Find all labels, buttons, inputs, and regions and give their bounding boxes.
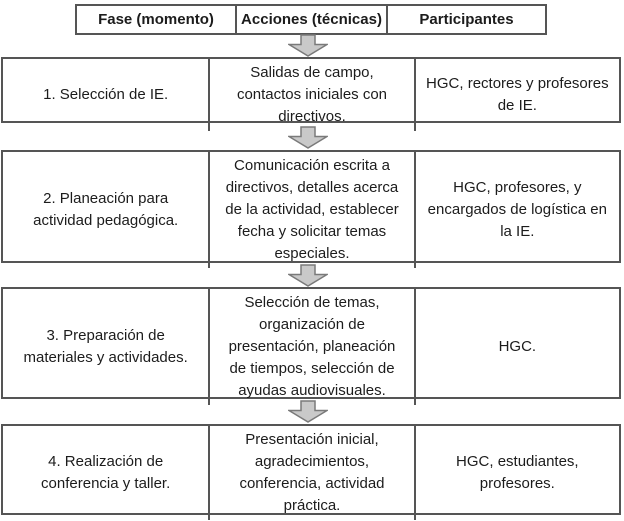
down-arrow-icon <box>288 34 328 57</box>
header-participantes: Participantes <box>386 6 545 33</box>
header-acciones: Acciones (técnicas) <box>235 6 386 33</box>
phase-1-fase: 1. Selección de IE. <box>43 86 169 103</box>
phase-4-acciones: Presentación inicial, agradecimientos, conferencia, actividad práctica. <box>208 426 413 520</box>
phase-1-participantes: HGC, rectores y profesores de IE. <box>414 59 619 131</box>
phase-row-1 <box>1 57 621 123</box>
down-arrow-icon <box>288 264 328 287</box>
phase-3-acciones: Selección de temas, organización de presentación, planeación de tiempos, selección de ayudas audiovisuales. <box>208 289 413 405</box>
phase-3-fase: 3. Preparación de materiales y actividades. <box>23 327 188 366</box>
down-arrow-icon <box>288 126 328 149</box>
column-header-row <box>75 4 547 35</box>
phase-2-fase: 2. Planeación para actividad pedagógica. <box>33 190 179 229</box>
phase-1-acciones: Salidas de campo, contactos iniciales con directivos. <box>208 59 413 131</box>
header-fase: Fase (momento) <box>98 11 214 28</box>
phase-row-2 <box>1 150 621 263</box>
phase-4-fase: 4. Realización de conferencia y taller. <box>41 453 171 492</box>
phase-2-acciones: Comunicación escrita a directivos, detalles acerca de la actividad, establecer fecha y solicitar temas especiales. <box>208 152 413 268</box>
phase-row-4 <box>1 424 621 515</box>
phase-4-participantes: HGC, estudiantes, profesores. <box>414 426 619 520</box>
down-arrow-icon <box>288 400 328 423</box>
phase-2-participantes: HGC, profesores, y encargados de logística en la IE. <box>414 152 619 268</box>
phase-row-3 <box>1 287 621 399</box>
phase-3-participantes: HGC. <box>414 289 619 405</box>
